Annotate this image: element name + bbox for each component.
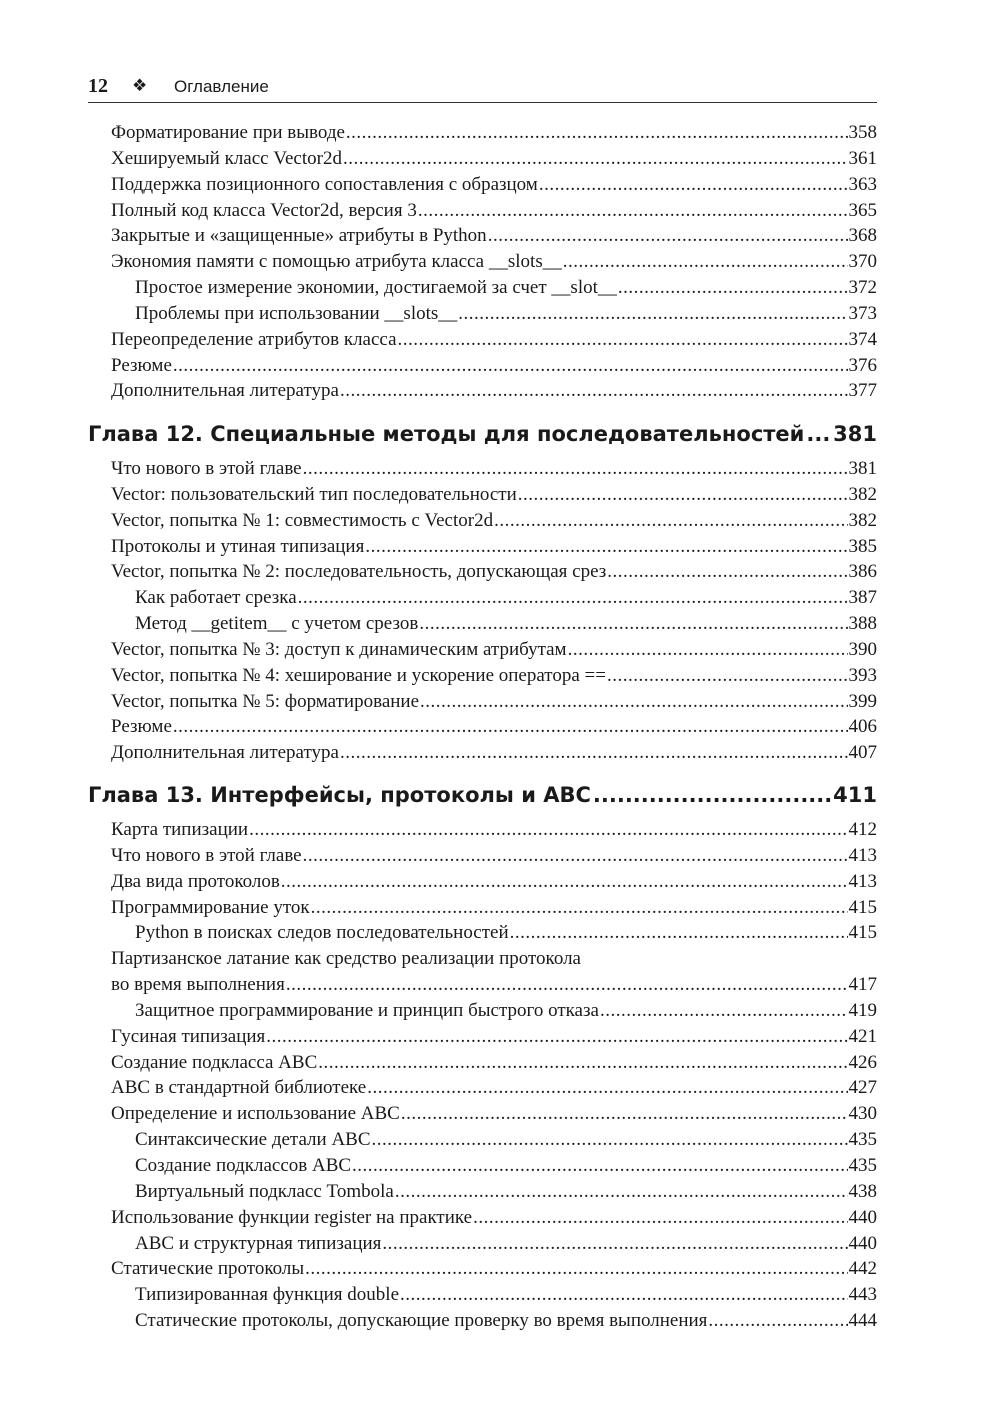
- toc-entry[interactable]: [88, 1026, 877, 1052]
- entry-page: 373: [848, 302, 877, 324]
- chapter-title: Глава 12. Специальные методы для последовательностей: [88, 422, 805, 446]
- toc-section-chapter-11-tail: [88, 122, 877, 406]
- entry-title: Два вида протоколов: [111, 870, 280, 892]
- entry-title: Протоколы и утиная типизация: [111, 535, 365, 557]
- toc-entry[interactable]: [88, 536, 877, 562]
- dot-leader: [418, 200, 848, 222]
- toc-entry[interactable]: [88, 1077, 877, 1103]
- entry-title: Полный код класса Vector2d, версия 3: [111, 199, 417, 221]
- chapter-title: Глава 13. Интерфейсы, протоколы и ABC: [88, 783, 591, 807]
- entry-page: 390: [848, 638, 877, 660]
- entry-title: Экономия памяти с помощью атрибута класса __slots__: [111, 251, 562, 273]
- entry-title: Форматирование при выводе: [111, 122, 345, 143]
- entry-page: 393: [848, 664, 877, 686]
- dot-leader: [398, 329, 848, 351]
- entry-title: Хешируемый класс Vector2d: [111, 147, 342, 169]
- entry-page: 377: [848, 380, 877, 402]
- dot-leader: [298, 587, 848, 609]
- entry-page: 417: [848, 974, 877, 996]
- entry-title: Статические протоколы, допускающие проверку во время выполнения: [135, 1310, 708, 1332]
- dot-leader: [600, 1000, 848, 1022]
- entry-title: Резюме: [111, 354, 172, 376]
- entry-page: 370: [848, 251, 877, 273]
- toc-entry[interactable]: [88, 639, 877, 665]
- toc-entry[interactable]: [88, 561, 877, 587]
- dot-leader: [372, 1129, 848, 1151]
- toc-entry[interactable]: [88, 1310, 877, 1336]
- toc-entry[interactable]: [88, 510, 877, 536]
- toc-section-chapter-12: [88, 458, 877, 768]
- entry-page: 421: [848, 1025, 877, 1047]
- dot-leader: [568, 639, 848, 661]
- toc-entry-first-line[interactable]: Партизанское латание как средство реализации протокола: [111, 948, 581, 970]
- entry-title: Закрытые и «защищенные» атрибуты в Python: [111, 225, 487, 247]
- dot-leader: [173, 716, 848, 738]
- dot-leader: [340, 742, 848, 764]
- entry-page: 363: [848, 173, 877, 195]
- entry-title: ABC в стандартной библиотеке: [111, 1077, 367, 1099]
- entry-page: 407: [848, 742, 877, 764]
- entry-title: Гусиная типизация: [111, 1025, 266, 1047]
- entry-title: Что нового в этой главе: [111, 844, 302, 866]
- entry-page: 413: [848, 870, 877, 892]
- dot-leader: [343, 148, 848, 170]
- ornament-icon: ❖: [132, 76, 148, 95]
- entry-title: Метод __getitem__ с учетом срезов: [135, 613, 419, 635]
- toc-entry[interactable]: [88, 922, 877, 948]
- toc-entry[interactable]: [88, 380, 877, 406]
- toc-entry[interactable]: [88, 303, 877, 329]
- entry-title: Переопределение атрибутов класса: [111, 328, 397, 350]
- dot-leader: [395, 1181, 848, 1203]
- dot-leader: [382, 1233, 847, 1255]
- entry-page: 386: [848, 561, 877, 583]
- dot-leader: [305, 1258, 847, 1280]
- dot-leader: [494, 510, 847, 532]
- toc-entry[interactable]: [88, 716, 877, 742]
- entry-page: 440: [848, 1232, 877, 1254]
- chapter-13-heading[interactable]: [88, 783, 877, 817]
- dot-leader: [367, 1077, 847, 1099]
- dot-leader: [607, 561, 847, 583]
- dot-leader: [352, 1155, 847, 1177]
- toc-entry[interactable]: [88, 277, 877, 303]
- entry-title: Поддержка позиционного сопоставления с образцом: [111, 173, 538, 195]
- dot-leader: [303, 845, 848, 867]
- entry-page: 427: [848, 1077, 877, 1099]
- dot-leader: [708, 1310, 847, 1332]
- entry-page: 440: [848, 1206, 877, 1228]
- entry-page: 382: [848, 483, 877, 505]
- entry-title: Программирование уток: [111, 896, 310, 918]
- toc-entry[interactable]: [88, 897, 877, 923]
- toc-entry[interactable]: [88, 974, 877, 1000]
- toc-entry[interactable]: [88, 122, 877, 148]
- entry-title: Использование функции register на практике: [111, 1206, 473, 1228]
- dot-leader: [365, 536, 847, 558]
- entry-title: Vector, попытка № 2: последовательность, допускающая срез: [111, 561, 607, 583]
- toc-entry[interactable]: [88, 1129, 877, 1155]
- toc-entry[interactable]: [88, 1258, 877, 1284]
- entry-page: 368: [848, 225, 877, 247]
- entry-title: Что нового в этой главе: [111, 458, 302, 479]
- toc-section-chapter-13: [88, 819, 877, 1336]
- entry-title: Как работает срезка: [135, 587, 297, 609]
- entry-page: 435: [848, 1154, 877, 1176]
- dot-leader: [510, 922, 848, 944]
- chapter-12-heading[interactable]: [88, 422, 877, 456]
- entry-title: Python в поисках следов последовательностей: [135, 922, 509, 944]
- dot-leader: [518, 484, 848, 506]
- toc-entry[interactable]: [88, 355, 877, 381]
- toc-entry[interactable]: [88, 871, 877, 897]
- page-number: 12: [88, 75, 108, 97]
- chapter-page: 411: [833, 783, 877, 807]
- toc-entry[interactable]: [88, 742, 877, 768]
- entry-page: 413: [848, 844, 877, 866]
- dot-leader: [539, 174, 848, 196]
- entry-page: 415: [848, 896, 877, 918]
- entry-title: Синтаксические детали ABC: [135, 1129, 371, 1151]
- toc-entry[interactable]: [88, 1103, 877, 1129]
- entry-title: Vector: пользовательский тип последовательности: [111, 483, 517, 505]
- entry-title: Vector, попытка № 3: доступ к динамическим атрибутам: [111, 638, 567, 660]
- entry-page: 358: [848, 122, 877, 143]
- entry-page: 387: [848, 587, 877, 609]
- entry-page: 430: [848, 1103, 877, 1125]
- toc-entry[interactable]: [88, 665, 877, 691]
- entry-page: 415: [848, 922, 877, 944]
- toc-entry[interactable]: [88, 148, 877, 174]
- dot-leader: [593, 783, 831, 807]
- running-header: [88, 74, 877, 102]
- entry-title: Определение и использование ABC: [111, 1103, 400, 1125]
- toc-entry[interactable]: [88, 1207, 877, 1233]
- entry-title: Проблемы при использовании __slots__: [135, 302, 458, 324]
- entry-title: во время выполнения: [111, 974, 285, 996]
- chapter-page: 381: [833, 422, 877, 446]
- dot-leader: [346, 122, 848, 144]
- entry-page: 381: [848, 458, 877, 479]
- entry-page: 442: [848, 1258, 877, 1280]
- dot-leader: [281, 871, 848, 893]
- dot-leader: [249, 819, 847, 841]
- dot-leader: [618, 277, 848, 299]
- dot-leader: [311, 897, 848, 919]
- entry-page: 419: [848, 999, 877, 1021]
- toc-entry[interactable]: [88, 1233, 877, 1259]
- toc-entry[interactable]: [88, 819, 877, 845]
- entry-title: Типизированная функция double: [135, 1284, 399, 1306]
- entry-page: 435: [848, 1129, 877, 1151]
- dot-leader: [401, 1103, 848, 1125]
- entry-title: Создание подклассов ABC: [135, 1154, 352, 1176]
- entry-title: Создание подкласса ABC: [111, 1051, 318, 1073]
- toc-entry[interactable]: [88, 613, 877, 639]
- dot-leader: [318, 1052, 847, 1074]
- entry-page: 374: [848, 328, 877, 350]
- dot-leader: [563, 251, 848, 273]
- entry-page: 361: [848, 147, 877, 169]
- toc-entry[interactable]: [88, 845, 877, 871]
- toc-entry[interactable]: [88, 329, 877, 355]
- dot-leader: [473, 1207, 847, 1229]
- dot-leader: [419, 613, 847, 635]
- entry-title: ABC и структурная типизация: [135, 1232, 382, 1254]
- entry-page: 365: [848, 199, 877, 221]
- entry-title: Vector, попытка № 1: совместимость с Vector2d: [111, 509, 494, 531]
- dot-leader: [266, 1026, 847, 1048]
- entry-page: 388: [848, 613, 877, 635]
- entry-title: Резюме: [111, 716, 172, 738]
- toc-entry[interactable]: [88, 691, 877, 717]
- entry-title: Дополнительная литература: [111, 380, 339, 402]
- dot-leader: [286, 974, 848, 996]
- entry-page: 376: [848, 354, 877, 376]
- dot-leader: [458, 303, 847, 325]
- entry-title: Виртуальный подкласс Tombola: [135, 1180, 394, 1202]
- entry-page: 406: [848, 716, 877, 738]
- entry-title: Дополнительная литература: [111, 742, 339, 764]
- dot-leader: [400, 1284, 848, 1306]
- toc-entry[interactable]: [88, 1000, 877, 1026]
- toc-entry[interactable]: [88, 1155, 877, 1181]
- entry-title: Vector, попытка № 5: форматирование: [111, 690, 420, 712]
- entry-page: 372: [848, 277, 877, 299]
- toc-entry[interactable]: [88, 587, 877, 613]
- toc-entry[interactable]: [88, 1284, 877, 1310]
- toc-entry[interactable]: [88, 1052, 877, 1078]
- toc-entry[interactable]: [88, 484, 877, 510]
- dot-leader: [607, 665, 848, 687]
- running-title: Оглавление: [174, 77, 269, 96]
- entry-page: 443: [848, 1284, 877, 1306]
- dot-leader: [340, 380, 848, 402]
- entry-page: 399: [848, 690, 877, 712]
- toc-entry[interactable]: [88, 174, 877, 200]
- entry-page: 412: [848, 819, 877, 840]
- toc-entry[interactable]: [88, 1181, 877, 1207]
- dot-leader: [488, 225, 848, 247]
- toc-entry[interactable]: [88, 458, 877, 484]
- entry-page: 385: [848, 535, 877, 557]
- entry-title: Vector, попытка № 4: хеширование и ускорение оператора ==: [111, 664, 606, 686]
- dot-leader: [303, 458, 848, 480]
- entry-title: Карта типизации: [111, 819, 249, 840]
- entry-page: 382: [848, 509, 877, 531]
- entry-page: 438: [848, 1180, 877, 1202]
- dot-leader: [806, 422, 831, 446]
- toc-entry[interactable]: [88, 225, 877, 251]
- entry-title: Простое измерение экономии, достигаемой за счет __slot__: [135, 277, 617, 299]
- header-rule: [88, 102, 877, 103]
- dot-leader: [173, 355, 848, 377]
- toc-entry[interactable]: [88, 200, 877, 226]
- toc-entry[interactable]: [88, 251, 877, 277]
- entry-page: 444: [848, 1310, 877, 1332]
- dot-leader: [420, 691, 847, 713]
- entry-title: Защитное программирование и принцип быстрого отказа: [135, 999, 599, 1021]
- entry-title: Статические протоколы: [111, 1258, 305, 1280]
- entry-page: 426: [848, 1051, 877, 1073]
